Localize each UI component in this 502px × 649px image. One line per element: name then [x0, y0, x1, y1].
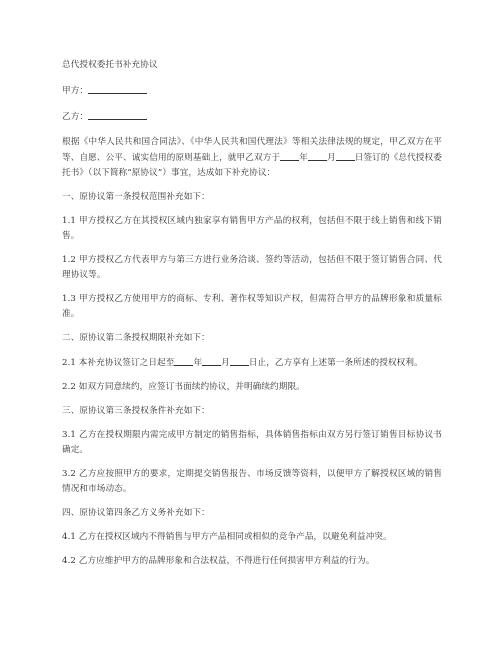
- section-1-clause-2: 1.2 甲方授权乙方代表甲方与第三方进行业务洽谈、签约等活动，包括但不限于签订销售合同、代理协议等。: [62, 255, 442, 280]
- party-b-blank: [88, 109, 147, 120]
- section-2-clause-2: 2.2 如双方同意续约，应签订书面续约协议，并明确续约期限。: [62, 382, 305, 392]
- section-3-clause-1: 3.1 乙方在授权期限内需完成甲方制定的销售指标，具体销售指标由双方另行签订销售目标协议书确定。: [62, 430, 442, 455]
- party-b-label: 乙方：: [62, 112, 89, 122]
- party-b-line: [62, 109, 442, 125]
- intro-month-blank: [308, 150, 327, 161]
- s2-clause-1-text-b: 日止，乙方享有上述第一条所述的授权权利。: [248, 358, 423, 368]
- s2-year-label: 年: [193, 358, 203, 368]
- intro-day-blank: [336, 150, 355, 161]
- s2-month-blank: [202, 355, 221, 366]
- s2-clause-1-text-a: 2.1 本补充协议签订之日起至: [62, 358, 175, 368]
- party-a-label: 甲方：: [62, 86, 89, 96]
- section-3-clause-2: 3.2 乙方应按照甲方的要求，定期提交销售报告、市场反馈等资料，以便甲方了解授权区域的销售情况和市场动态。: [62, 469, 442, 494]
- intro-text-part1: 根据《中华人民共和国合同法》、《中华人民共和国代理法》等相关法律法规的规定，甲乙双方在平等、自愿、公平、诚实信用的原则基础上，就甲乙双方于: [62, 137, 442, 163]
- s2-day-blank: [230, 355, 249, 366]
- section-4-heading: 四、原协议第四条乙方义务补充如下：: [62, 508, 210, 518]
- section-1-clause-1: 1.1 甲方授权乙方在其授权区域内独家享有销售甲方产品的权利，包括但不限于线上销售和线下销售。: [62, 216, 442, 241]
- section-4-clause-2: 4.2 乙方应维护甲方的品牌形象和合法权益，不得进行任何损害甲方利益的行为。: [62, 556, 375, 566]
- intro-month-label: 月: [326, 153, 336, 163]
- party-a-line: [62, 83, 442, 99]
- s2-year-blank: [174, 355, 193, 366]
- intro-year-blank: [280, 150, 299, 161]
- section-1-heading: 一、原协议第一条授权范围补充如下：: [62, 192, 210, 202]
- intro-text-part2: 日签订的《总代授权委托书》（以下简称“原协议”）事宜，达成如下补充协议：: [62, 153, 442, 178]
- intro-paragraph: [62, 135, 442, 181]
- document-title: 总代授权委托书补充协议: [62, 60, 158, 70]
- section-4-clause-1: 4.1 乙方在授权区域内不得销售与甲方产品相同或相似的竞争产品，以避免利益冲突。: [62, 532, 392, 542]
- section-2-heading: 二、原协议第二条授权期限补充如下：: [62, 333, 210, 343]
- document-page: [62, 58, 442, 569]
- section-1-clause-3: 1.3 甲方授权乙方使用甲方的商标、专利、著作权等知识产权，但需符合甲方的品牌形象和质量标准。: [62, 294, 442, 319]
- intro-year-label: 年: [299, 153, 308, 163]
- section-3-heading: 三、原协议第三条授权条件补充如下：: [62, 406, 210, 416]
- party-a-blank: [88, 83, 147, 94]
- section-2-clause-1: [62, 355, 442, 371]
- s2-month-label: 月: [221, 358, 230, 368]
